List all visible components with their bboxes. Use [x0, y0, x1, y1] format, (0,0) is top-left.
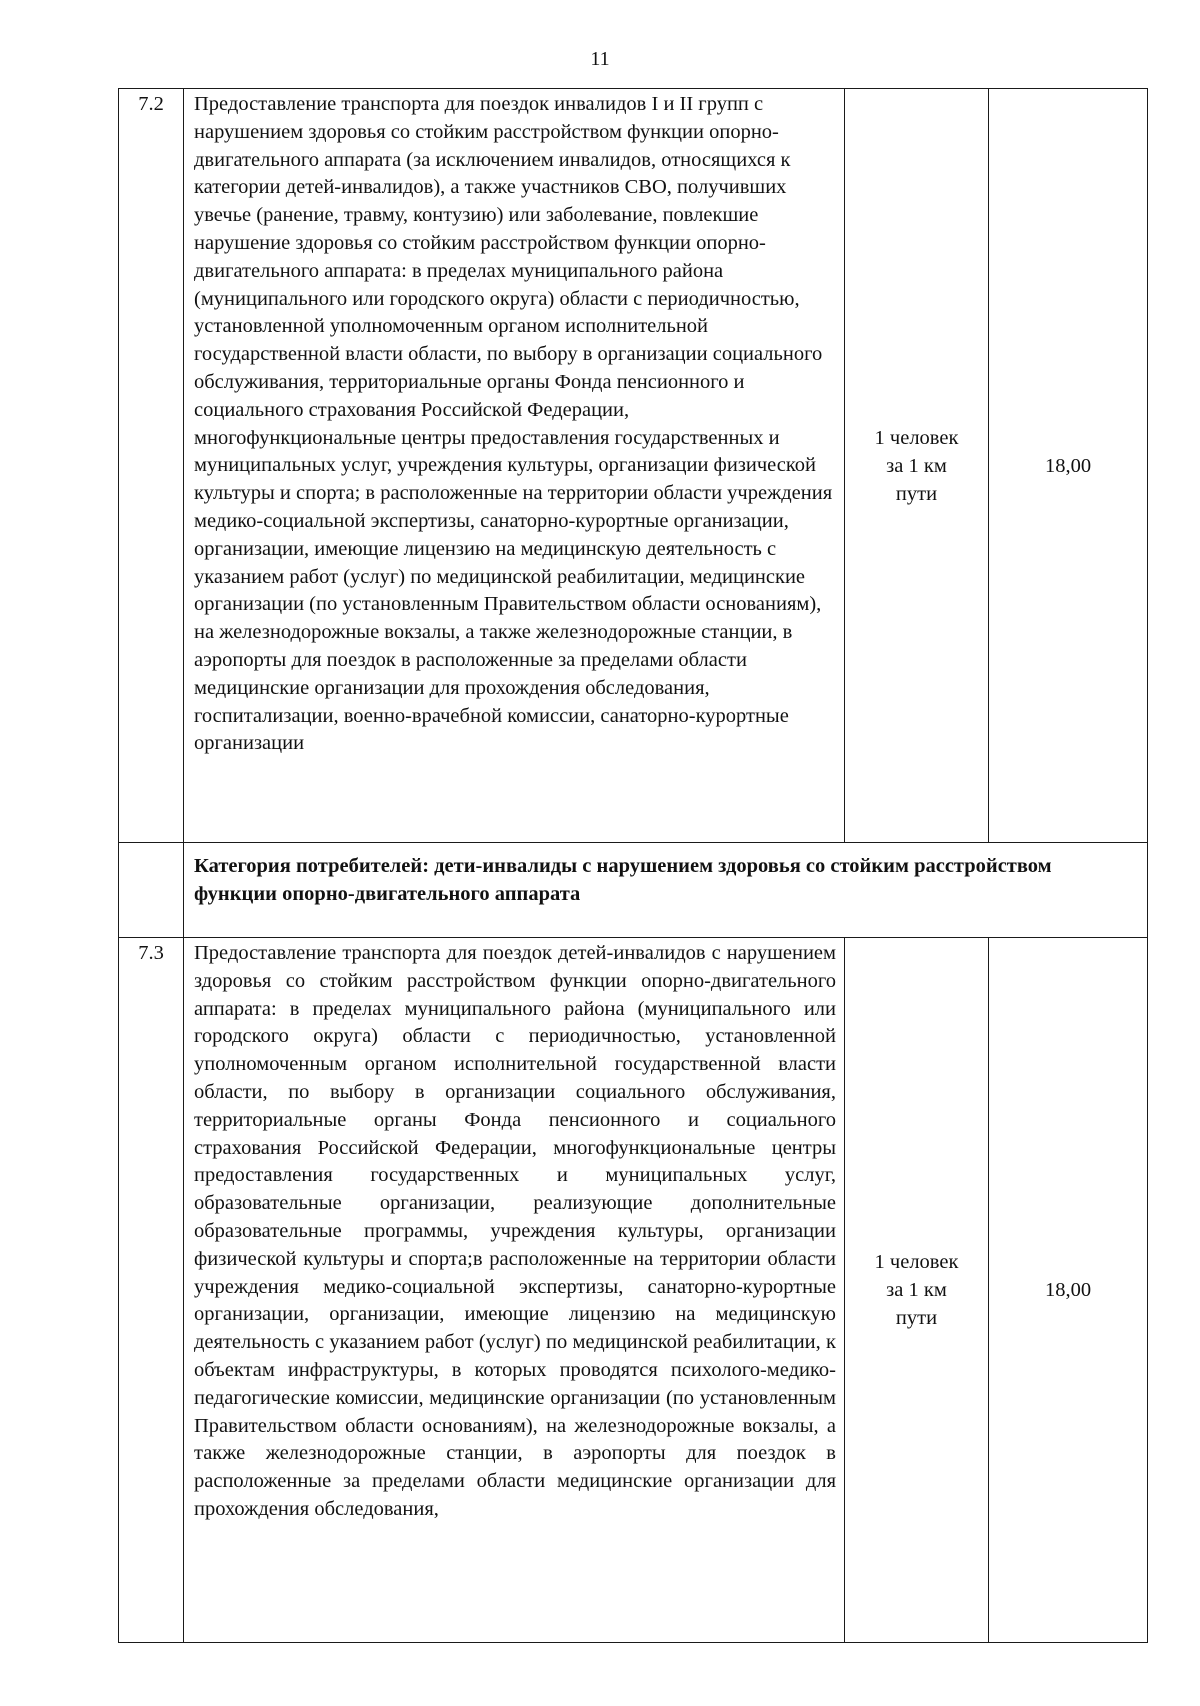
table-row: [119, 89, 1148, 843]
row-number: 7.2: [119, 89, 184, 843]
unit-line: пути: [895, 482, 938, 505]
unit-line: пути: [895, 1307, 938, 1329]
service-description: Предоставление транспорта для поездок инвалидов I и II групп с нарушением здоровья со стойким расстройством функции опорно-двигательного аппарата (за исключением инвалидов, относящихся к категории детей-инвалидов), а также участников СВО, получивших увечье (ранение, травму, контузию) или заболевание, повлекшие нарушение здоровья со стойким расстройством функции опорно-двигательного аппарата: в пределах муниципального района (муниципального или городского округа) области с периодичностью, установленной уполномоченным органом исполнительной государственной власти области, по выбору в организации социального обслуживания, территориальные органы Фонда пенсионного и социального страхования Российской Федерации, многофункциональные центры предоставления государственных и муниципальных услуг, учреждения культуры, организации физической культуры и спорта; в расположенные на территории области учреждения медико-социальной экспертизы, санаторно-курортные организации, организации, имеющие лицензию на медицинскую деятельность с указанием работ (услуг) по медицинской реабилитации, медицинские организации (по установленным Правительством области основаниям), на железнодорожные вокзалы, а также железнодорожные станции, в аэропорты для поездок в расположенные за пределами области медицинские организации для прохождения обследования, госпитализации, военно-врачебной комиссии, санаторно-курортные организации: [184, 89, 845, 843]
price-value: 18,00: [1044, 454, 1092, 477]
row-number: 7.3: [119, 938, 184, 1643]
unit-line: за 1 км: [886, 1279, 947, 1301]
unit-of-measure: [845, 89, 989, 843]
tariff-table: [118, 88, 1148, 1643]
empty-cell: [119, 843, 184, 938]
tariff-price: [989, 89, 1148, 843]
category-row: [119, 843, 1148, 938]
tariff-price: [989, 938, 1148, 1643]
unit-line: 1 человек: [874, 1251, 959, 1273]
table-row: [119, 938, 1148, 1643]
consumer-category: Категория потребителей: дети-инвалиды с нарушением здоровья со стойким расстройством функции опорно-двигательного аппарата: [184, 843, 1148, 938]
price-value: 18,00: [1044, 1279, 1092, 1301]
unit-of-measure: [845, 938, 989, 1643]
page-number: 11: [590, 48, 610, 70]
unit-line: 1 человек: [874, 426, 959, 449]
service-description: Предоставление транспорта для поездок детей-инвалидов с нарушением здоровья со стойким расстройством функции опорно-двигательного аппарата: в пределах муниципального района (муниципального или городского округа) области с периодичностью, установленной уполномоченным органом исполнительной государственной власти области, по выбору в организации социального обслуживания, территориальные органы Фонда пенсионного и социального страхования Российской Федерации, многофункциональные центры предоставления государственных и муниципальных услуг, образовательные организации, реализующие дополнительные образовательные программы, учреждения культуры, организации физической культуры и спорта;в расположенные на территории области учреждения медико-социальной экспертизы, санаторно-курортные организации, организации, имеющие лицензию на медицинскую деятельность с указанием работ (услуг) по медицинской реабилитации, к объектам инфраструктуры, в которых проводятся психолого-медико-педагогические комиссии, медицинские организации (по установленным Правительством области основаниям), на железнодорожные вокзалы, а также железнодорожные станции, в аэропорты для поездок в расположенные за пределами области медицинские организации для прохождения обследования,: [184, 938, 845, 1643]
unit-line: за 1 км: [886, 454, 947, 477]
